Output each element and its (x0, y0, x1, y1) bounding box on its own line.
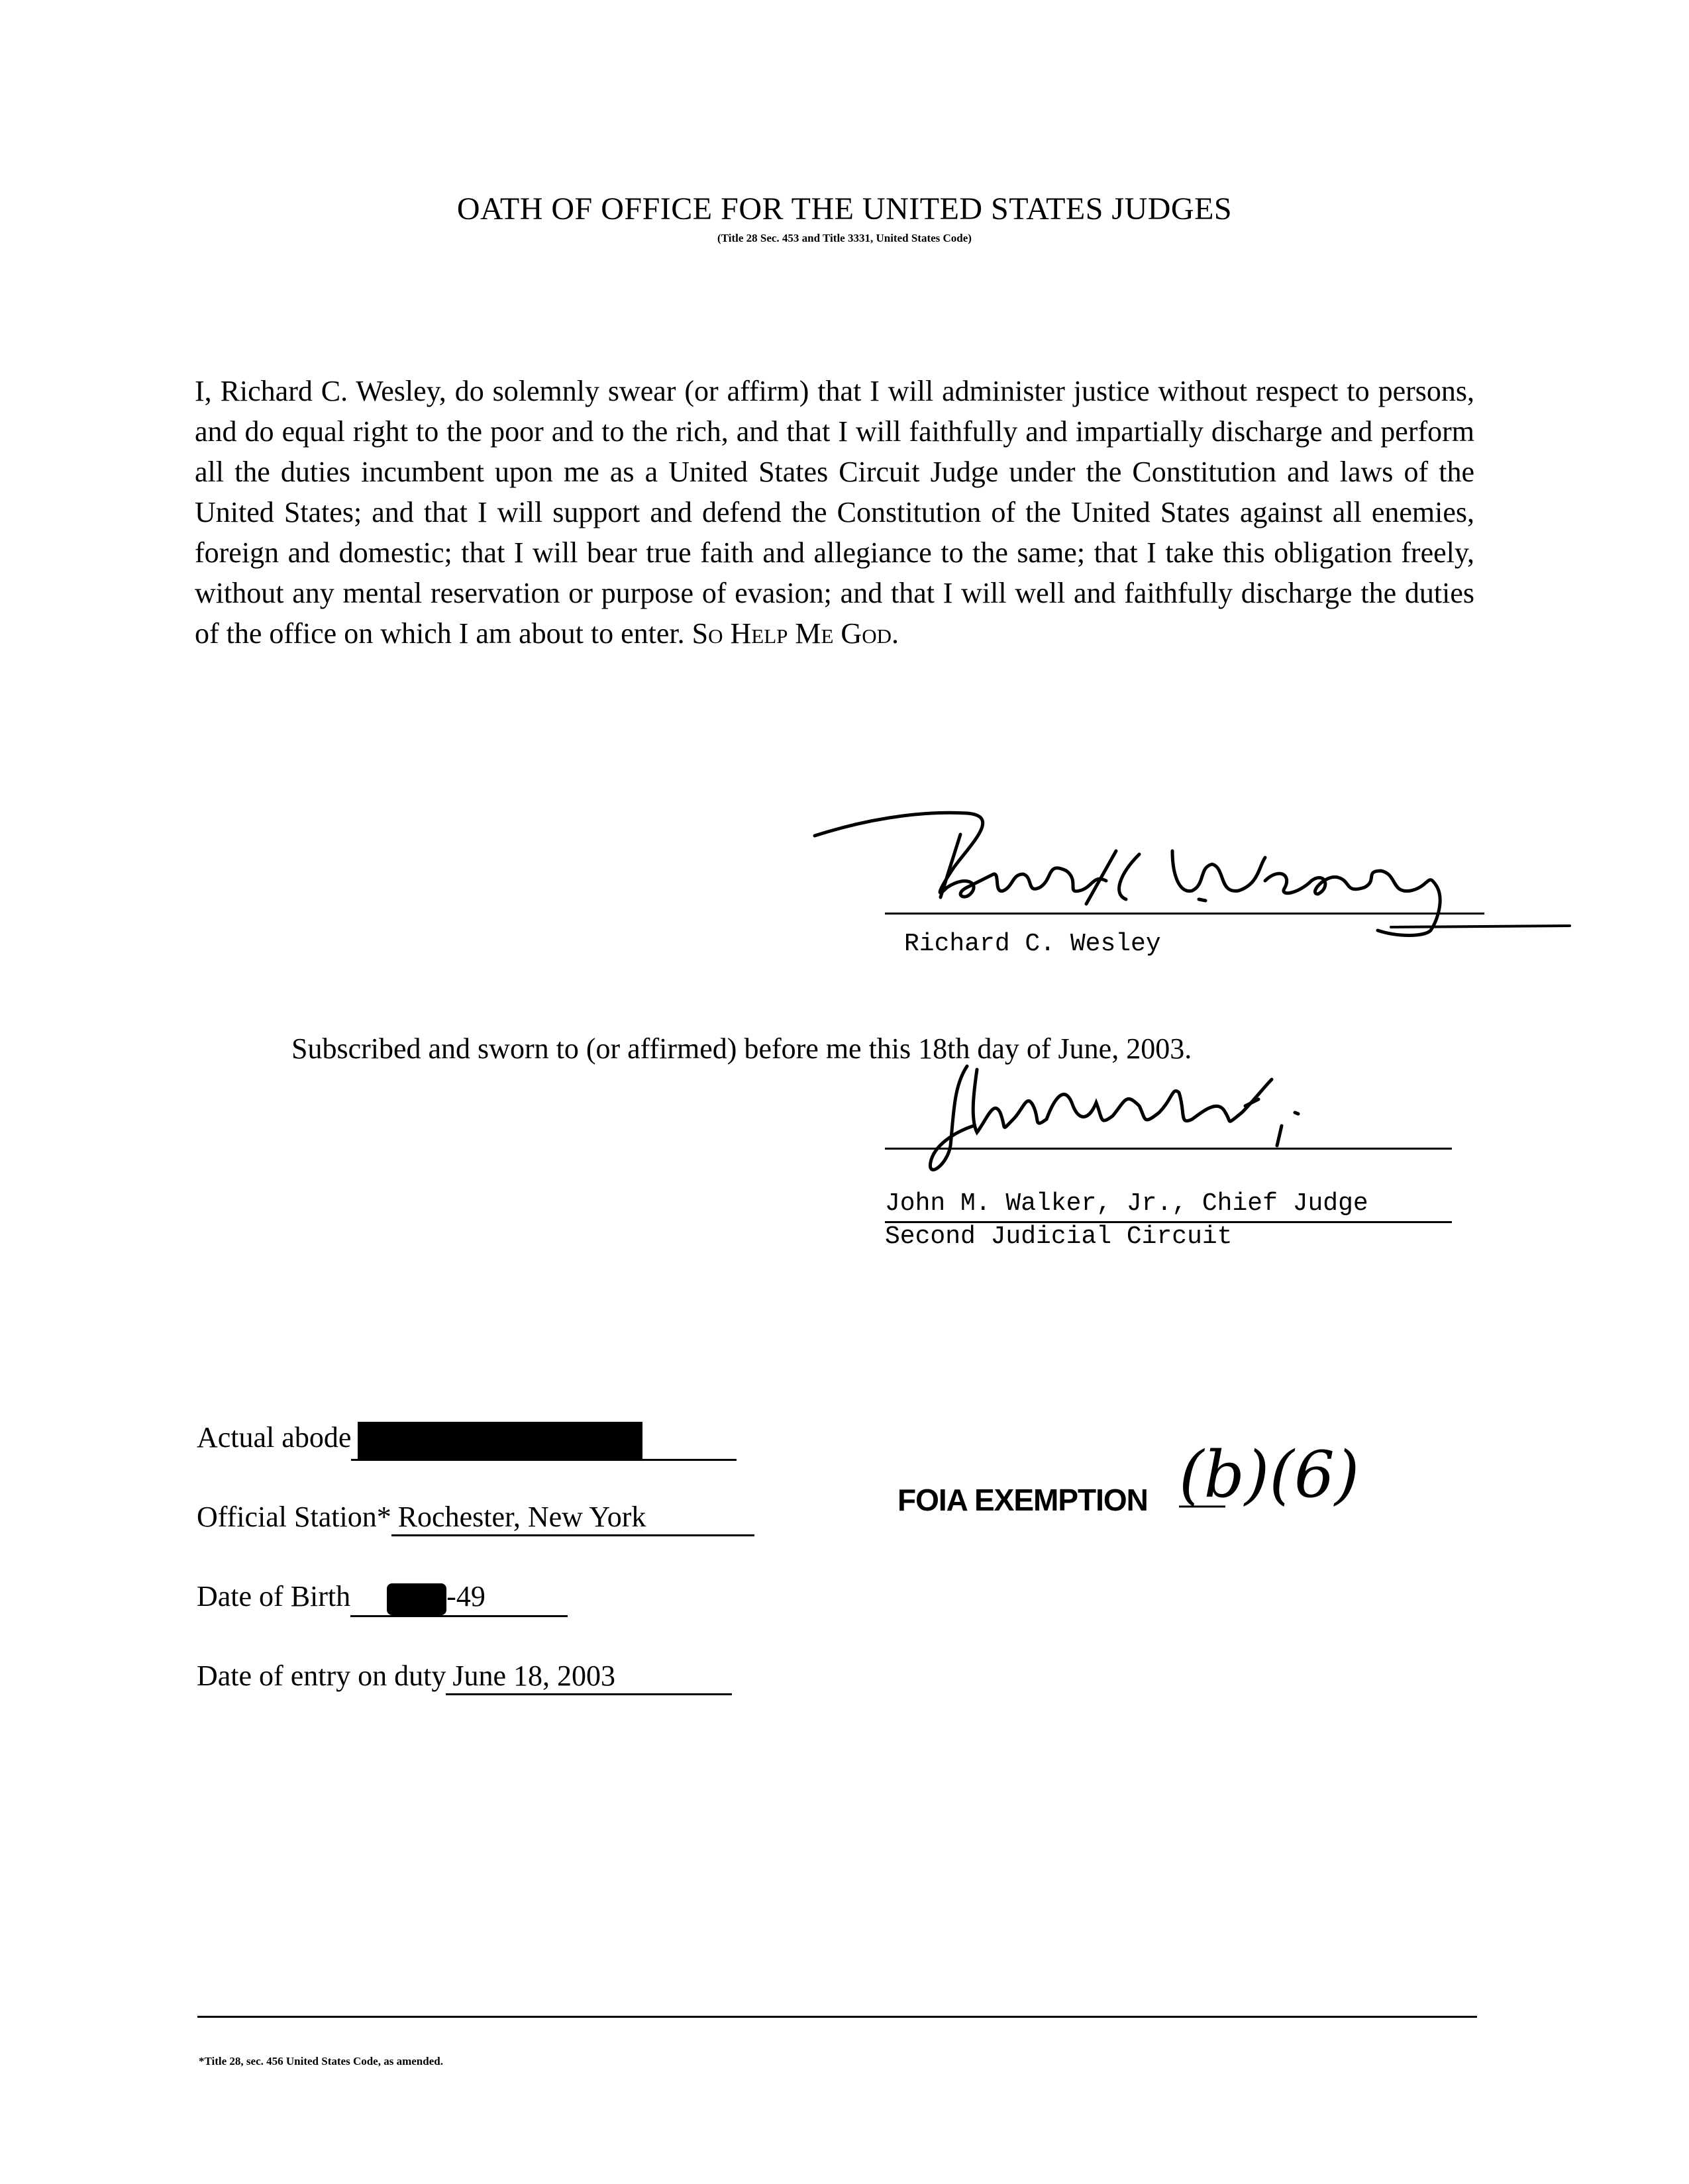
date-of-birth-field (197, 1579, 568, 1617)
oath-closing: So Help Me God. (691, 617, 899, 650)
entry-on-duty-label: Date of entry on duty (197, 1660, 446, 1692)
oath-text: I, Richard C. Wesley, do solemnly swear (or affirm) that I will administer justice without respect to persons, and do equal right to the poor and to the rich, and that I will faithfully and impartially discharge and perform all the duties incumbent upon me as a United States Circuit Judge under the Constitution and laws of the United States; and that I will support and defend the Constitution of the United States against all enemies, foreign and domestic; that I will bear true faith and allegiance to the same; that I take this obligation freely, without any mental reservation or purpose of evasion; and that I will well and faithfully discharge the duties of the office on which I am about to enter. (195, 375, 1474, 650)
jurat-text: Subscribed and sworn to (or affirmed) before me this 18th day of June, 2003. (291, 1032, 1192, 1065)
affiant-printed-name: Richard C. Wesley (904, 930, 1161, 958)
official-station-field (197, 1500, 754, 1536)
entry-on-duty-field (197, 1659, 732, 1695)
administrator-signature (914, 1046, 1338, 1199)
footer-rule (197, 2016, 1477, 2018)
foia-handwritten-annotation (1172, 1424, 1360, 1516)
official-station-label: Official Station* (197, 1501, 391, 1533)
foia-exemption-stamp: FOIA EXEMPTION (897, 1483, 1148, 1517)
administrator-printed-name: John M. Walker, Jr., Chief Judge (885, 1189, 1368, 1218)
date-of-birth-value: -49 (350, 1579, 568, 1617)
footnote: *Title 28, sec. 456 United States Code, as amended. (199, 2055, 443, 2067)
actual-abode-field (197, 1420, 737, 1461)
actual-abode-label: Actual abode (197, 1421, 352, 1454)
document-title: OATH OF OFFICE FOR THE UNITED STATES JUDGES (456, 191, 1233, 226)
date-of-birth-label: Date of Birth (197, 1580, 351, 1613)
foia-handwritten-text: (b)(6) (1179, 1438, 1360, 1512)
administrator-signature-line (885, 1148, 1452, 1150)
entry-on-duty-value: June 18, 2003 (446, 1659, 732, 1695)
affiant-signature-line (885, 913, 1484, 915)
official-station-value: Rochester, New York (391, 1500, 754, 1536)
statute-reference: (Title 28 Sec. 453 and Title 3331, United States Code) (717, 232, 972, 244)
redaction-block (387, 1583, 446, 1615)
actual-abode-value (351, 1420, 737, 1461)
redaction-block (358, 1422, 642, 1459)
administrator-circuit: Second Judicial Circuit (885, 1222, 1233, 1251)
oath-paragraph (195, 371, 1474, 654)
